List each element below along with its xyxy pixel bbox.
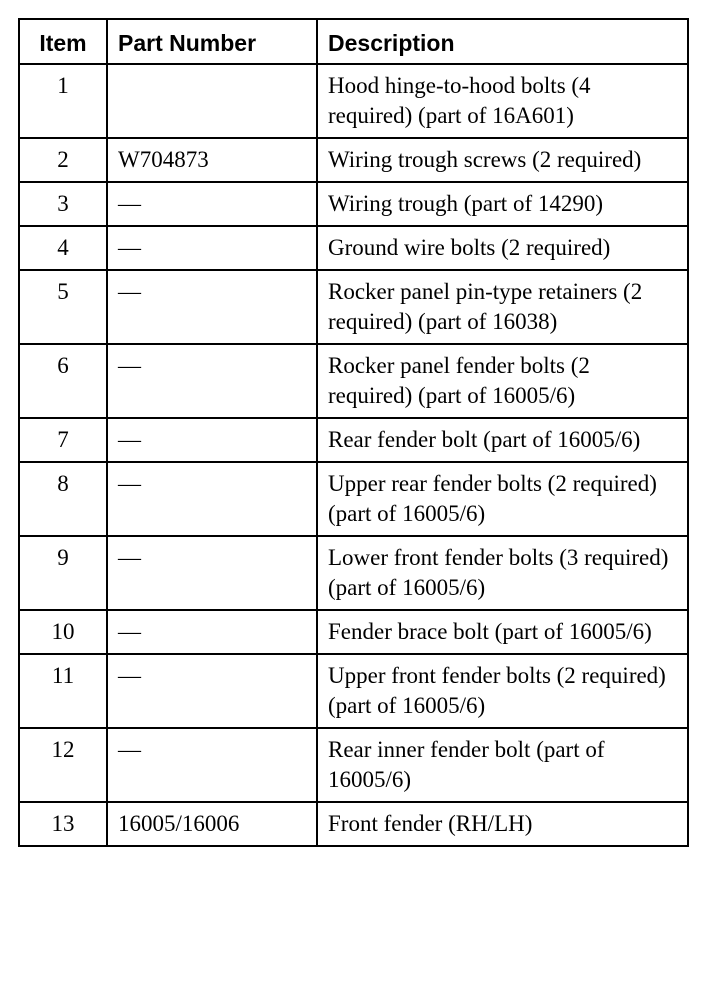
table-row	[19, 64, 688, 138]
table-row	[19, 226, 688, 270]
item-number: 13	[19, 802, 107, 846]
item-number: 10	[19, 610, 107, 654]
part-number: —	[107, 270, 317, 344]
parts-table	[18, 18, 689, 847]
table-header-row	[19, 19, 688, 64]
table-row	[19, 536, 688, 610]
table-row	[19, 654, 688, 728]
item-number: 2	[19, 138, 107, 182]
part-number: —	[107, 226, 317, 270]
part-number: W704873	[107, 138, 317, 182]
part-number: —	[107, 182, 317, 226]
item-number: 3	[19, 182, 107, 226]
item-number: 11	[19, 654, 107, 728]
table-row	[19, 138, 688, 182]
description: Upper rear fender bolts (2 required) (part of 16005/6)	[317, 462, 688, 536]
part-number: —	[107, 728, 317, 802]
header-description: Description	[317, 19, 688, 64]
description: Wiring trough (part of 14290)	[317, 182, 688, 226]
description: Front fender (RH/LH)	[317, 802, 688, 846]
description: Rocker panel fender bolts (2 required) (part of 16005/6)	[317, 344, 688, 418]
part-number: —	[107, 462, 317, 536]
table-row	[19, 728, 688, 802]
item-number: 6	[19, 344, 107, 418]
description: Rear inner fender bolt (part of 16005/6)	[317, 728, 688, 802]
header-part-number: Part Number	[107, 19, 317, 64]
table-row	[19, 418, 688, 462]
description: Lower front fender bolts (3 required) (part of 16005/6)	[317, 536, 688, 610]
part-number: —	[107, 344, 317, 418]
description: Rocker panel pin-type retainers (2 required) (part of 16038)	[317, 270, 688, 344]
item-number: 5	[19, 270, 107, 344]
item-number: 9	[19, 536, 107, 610]
part-number: —	[107, 654, 317, 728]
item-number: 12	[19, 728, 107, 802]
part-number	[107, 64, 317, 138]
description: Upper front fender bolts (2 required) (part of 16005/6)	[317, 654, 688, 728]
table-row	[19, 610, 688, 654]
item-number: 4	[19, 226, 107, 270]
part-number: —	[107, 610, 317, 654]
description: Wiring trough screws (2 required)	[317, 138, 688, 182]
item-number: 8	[19, 462, 107, 536]
description: Fender brace bolt (part of 16005/6)	[317, 610, 688, 654]
part-number: —	[107, 536, 317, 610]
description: Hood hinge-to-hood bolts (4 required) (part of 16A601)	[317, 64, 688, 138]
table-row	[19, 344, 688, 418]
item-number: 1	[19, 64, 107, 138]
header-item: Item	[19, 19, 107, 64]
description: Ground wire bolts (2 required)	[317, 226, 688, 270]
table-row	[19, 802, 688, 846]
part-number: —	[107, 418, 317, 462]
description: Rear fender bolt (part of 16005/6)	[317, 418, 688, 462]
item-number: 7	[19, 418, 107, 462]
part-number: 16005/16006	[107, 802, 317, 846]
table-row	[19, 270, 688, 344]
table-row	[19, 182, 688, 226]
table-row	[19, 462, 688, 536]
